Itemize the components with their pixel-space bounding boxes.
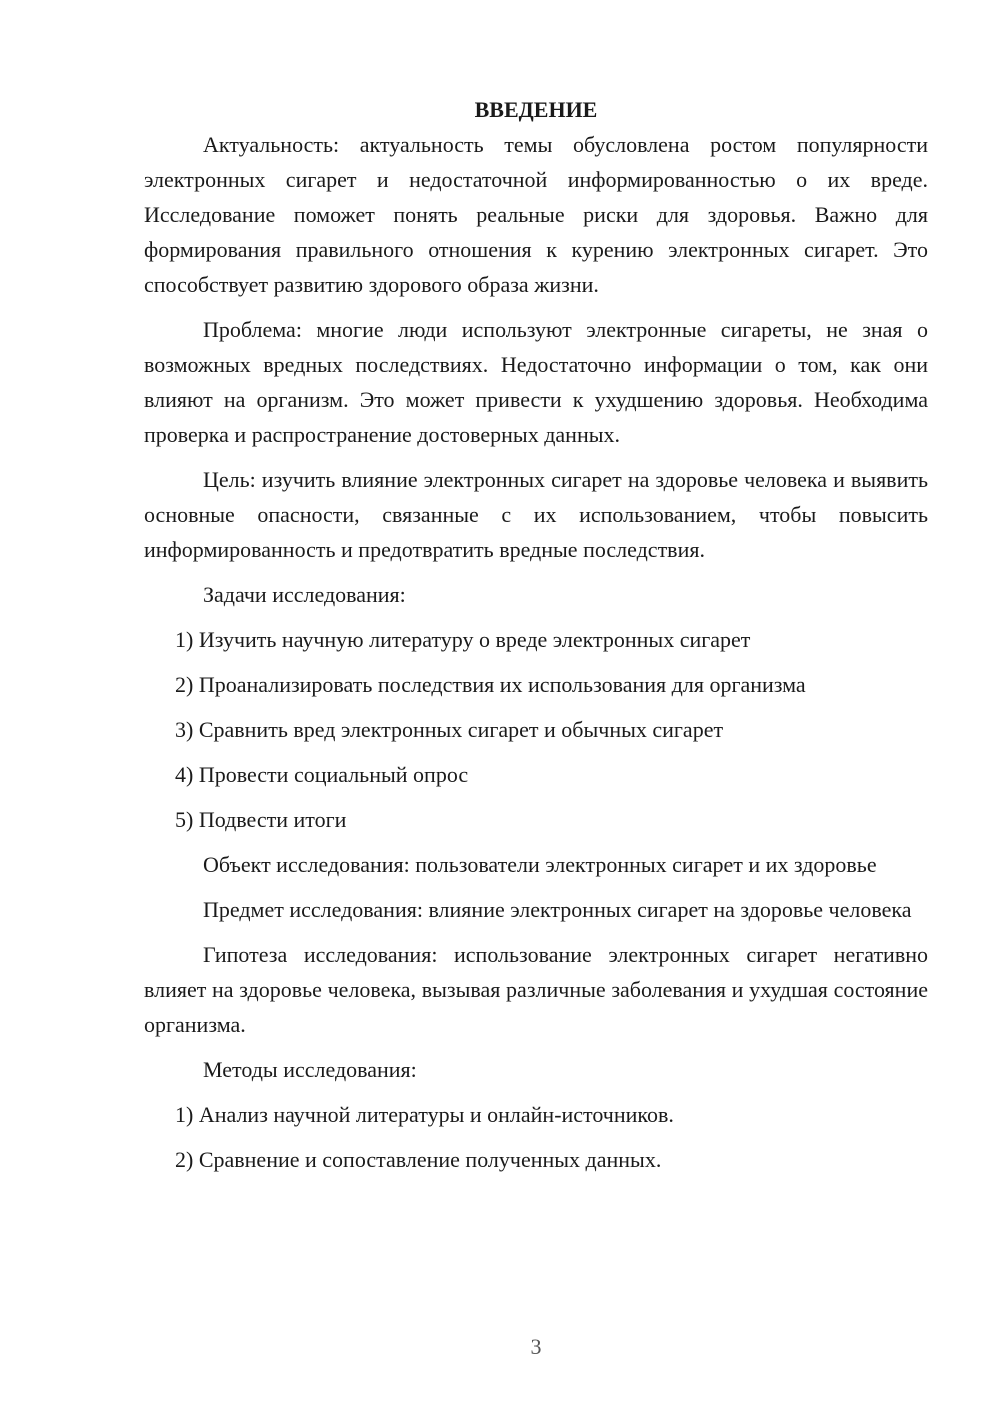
list-item: 2) Проанализировать последствия их использования для организма — [175, 672, 806, 697]
list-item: 1) Анализ научной литературы и онлайн-источников. — [175, 1102, 674, 1127]
section-title: ВВЕДЕНИЕ — [474, 97, 598, 122]
list-item: 4) Провести социальный опрос — [175, 762, 469, 787]
hypothesis-paragraph: Гипотеза исследования: использование электронных сигарет негативно влияет на здоровье человека, вызывая различные заболевания и ухудшая состояние организма. — [144, 942, 928, 1037]
page-content — [144, 92, 928, 1187]
object-paragraph: Объект исследования: пользователи электронных сигарет и их здоровье — [203, 852, 877, 877]
list-item: 2) Сравнение и сопоставление полученных данных. — [175, 1147, 662, 1172]
problem-paragraph: Проблема: многие люди используют электронные сигареты, не зная о возможных вредных последствиях. Недостаточно информации о том, как они влияют на организм. Это может привести к ухудшению здоровья. Необходима проверка и распространение достоверных данных. — [144, 317, 928, 447]
list-item: 1) Изучить научную литературу о вреде электронных сигарет — [175, 627, 751, 652]
goal-paragraph: Цель: изучить влияние электронных сигарет на здоровье человека и выявить основные опасности, связанные с их использованием, чтобы повысить информированность и предотвратить вредные последствия. — [144, 467, 928, 562]
relevance-paragraph: Актуальность: актуальность темы обусловлена ростом популярности электронных сигарет и недостаточной информированностью о их вреде. Исследование поможет понять реальные риски для здоровья. Важно для формирования правильного отношения к курению электронных сигарет. Это способствует развитию здорового образа жизни. — [144, 132, 928, 297]
tasks-list — [144, 622, 928, 837]
page-number: 3 — [530, 1334, 542, 1359]
methods-heading: Методы исследования: — [203, 1057, 417, 1082]
list-item: 3) Сравнить вред электронных сигарет и обычных сигарет — [175, 717, 724, 742]
tasks-heading: Задачи исследования: — [203, 582, 406, 607]
list-item: 5) Подвести итоги — [175, 807, 347, 832]
subject-paragraph: Предмет исследования: влияние электронных сигарет на здоровье человека — [203, 897, 912, 922]
methods-list — [144, 1097, 928, 1177]
